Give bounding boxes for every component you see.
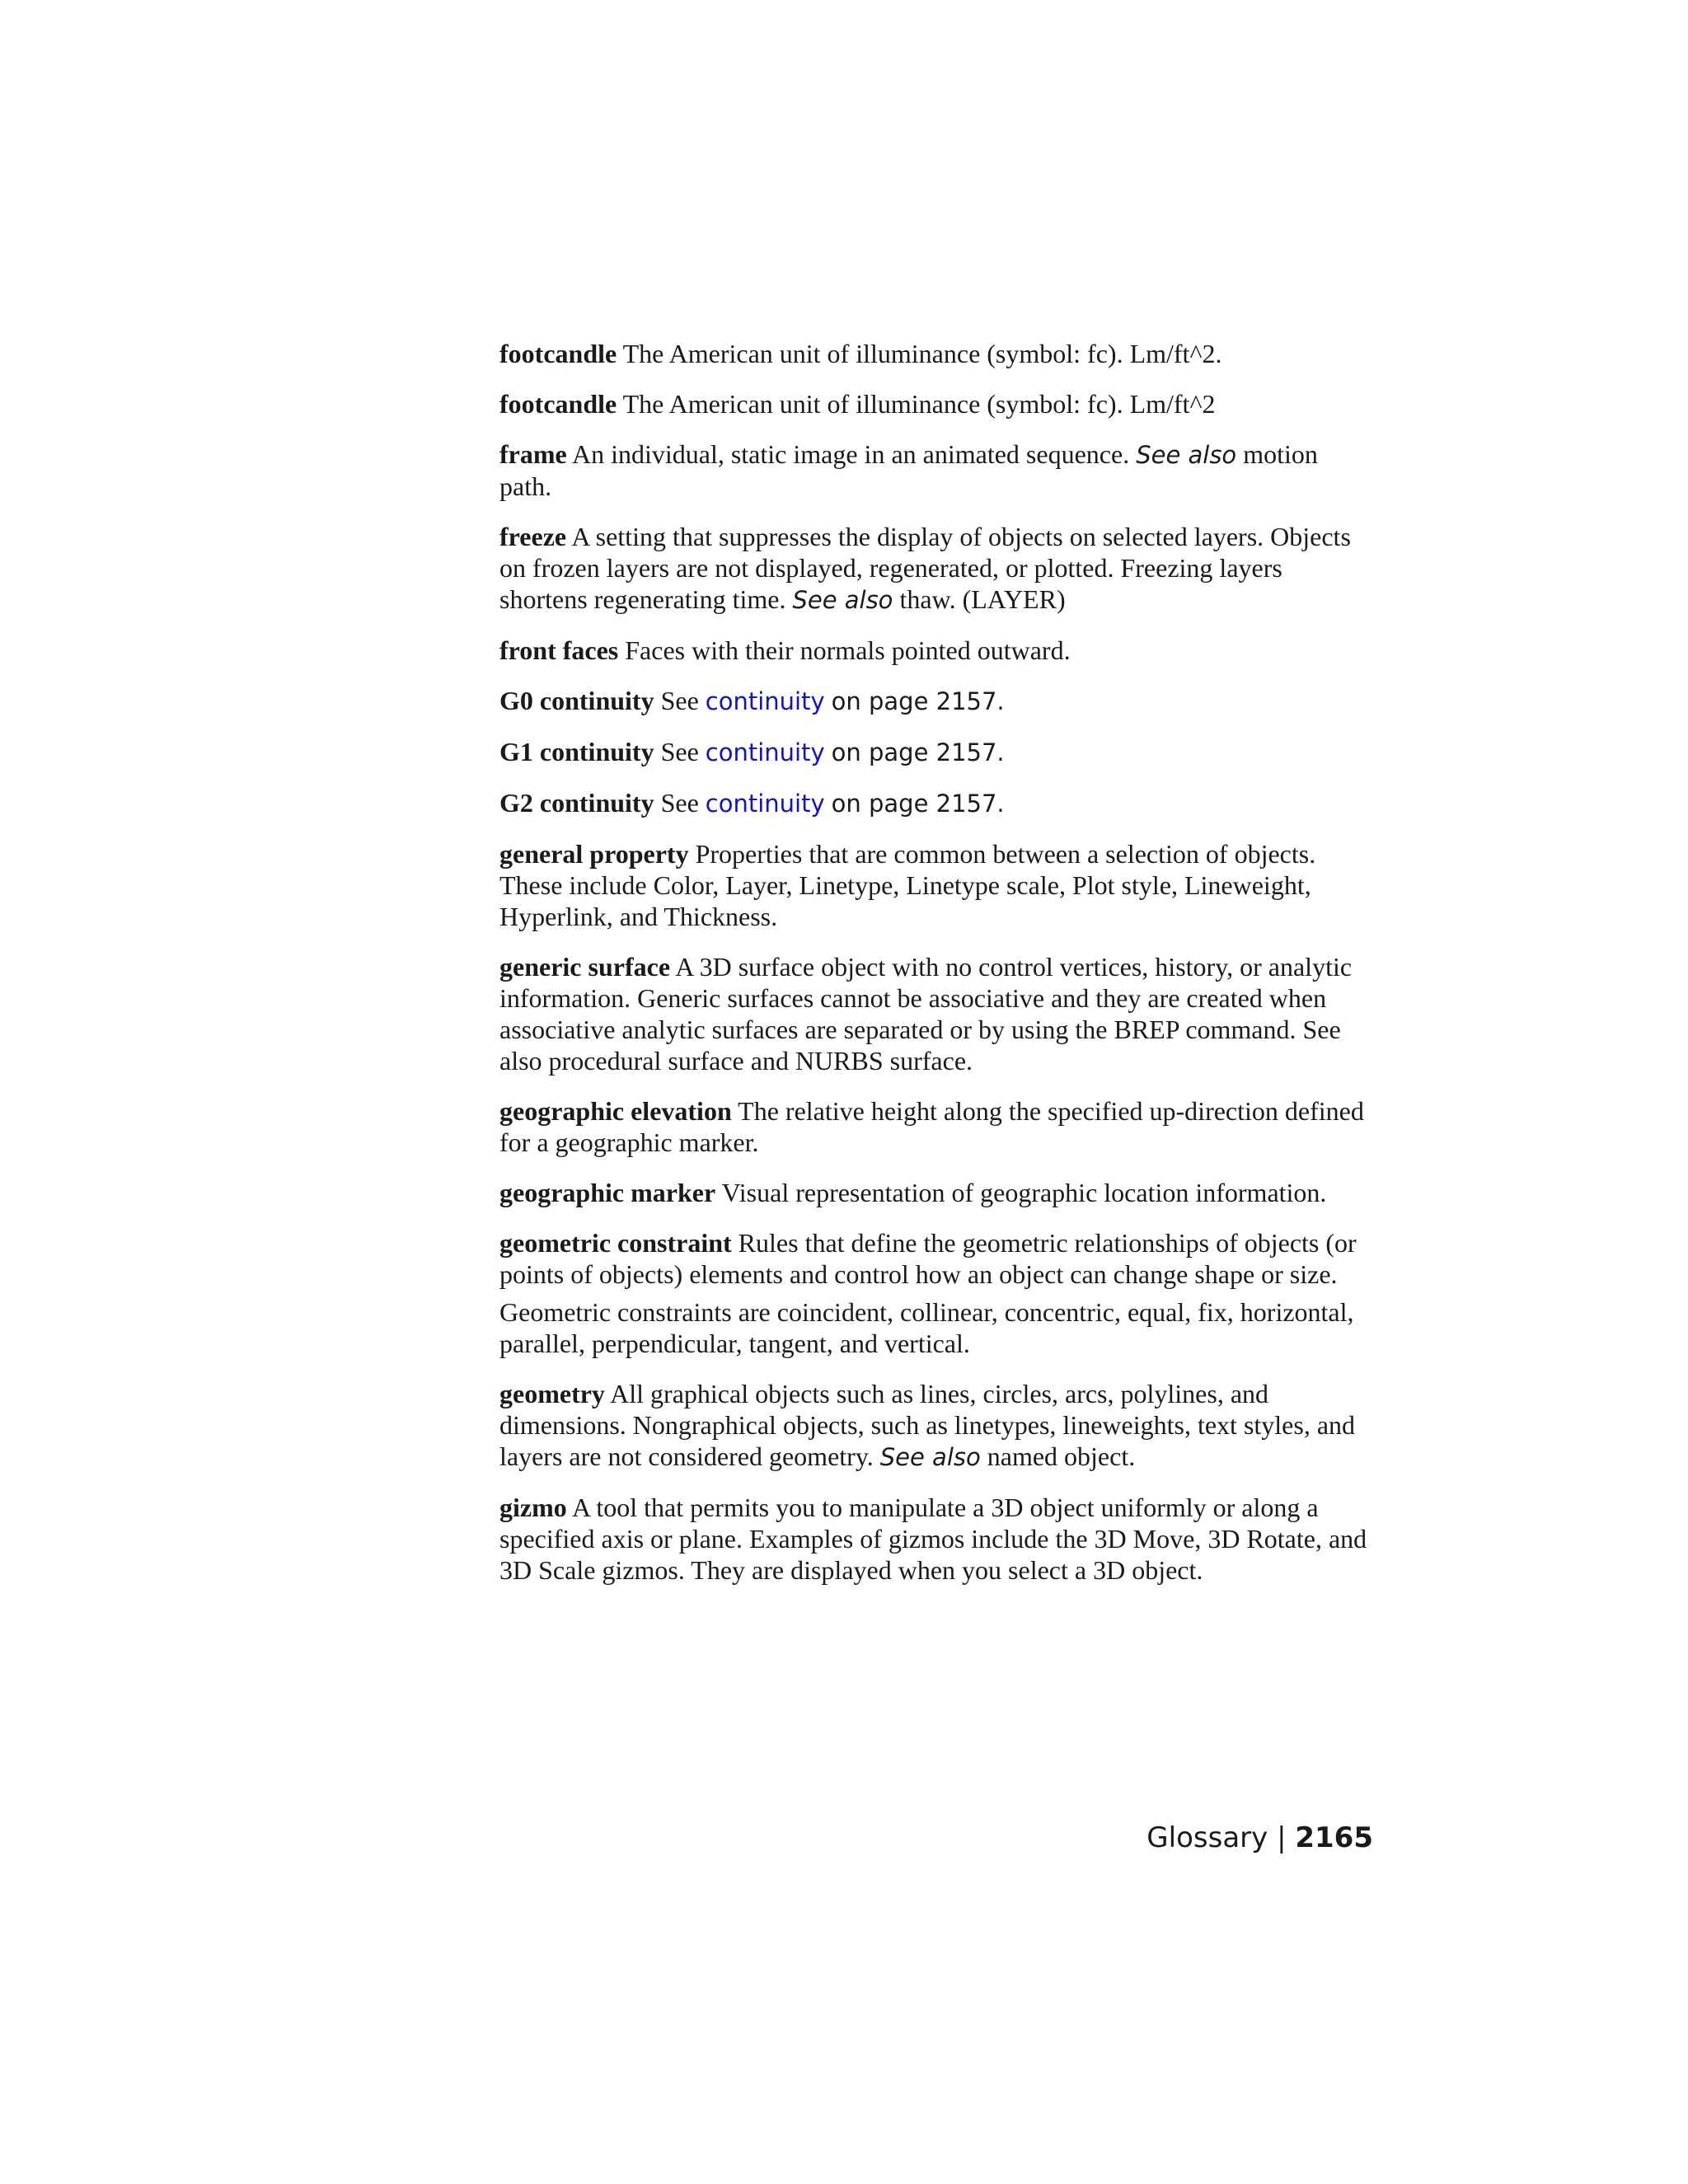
glossary-entry [499, 635, 1373, 666]
glossary-entry [499, 1095, 1373, 1158]
page-reference: on page 2157. [831, 790, 1005, 818]
glossary-entry [499, 787, 1373, 819]
glossary-entry [499, 1378, 1373, 1473]
entry-definition: A setting that suppresses the display of objects on selected layers. Objects on frozen layers are not displayed, regenerated, or plotted. Freezing layers shortens regenerating time. [499, 522, 1351, 614]
entry-term: frame [499, 439, 567, 469]
glossary-entry [499, 951, 1373, 1076]
entry-term: general property [499, 839, 689, 869]
entry-term: G1 continuity [499, 737, 654, 766]
entry-term: geographic marker [499, 1178, 716, 1207]
entry-term: generic surface [499, 952, 671, 982]
see-label: See [660, 737, 699, 766]
entry-definition: Properties that are common between a selection of objects. These include Color, Layer, Linetype, Linetype scale, Plot style, Lineweight, Hyperlink, and Thickness. [499, 839, 1316, 931]
entry-definition: Faces with their normals pointed outward. [625, 635, 1071, 665]
footer-section-title: Glossary [1146, 1821, 1268, 1854]
glossary-entry [499, 736, 1373, 768]
cross-reference-link[interactable]: continuity [705, 790, 825, 818]
see-also-label: See also [1136, 441, 1237, 469]
see-also-target: thaw. (LAYER) [899, 584, 1066, 614]
glossary-entry [499, 438, 1373, 502]
entry-term: geometry [499, 1379, 605, 1408]
entry-definition: Rules that define the geometric relationships of objects (or points of objects) elements and control how an object can change shape or size. [499, 1228, 1357, 1289]
entry-continuation: Geometric constraints are coincident, collinear, concentric, equal, fix, horizontal, parallel, perpendicular, tangent, and vertical. [499, 1297, 1354, 1358]
glossary-entries [499, 338, 1373, 1605]
entry-term: footcandle [499, 389, 617, 419]
glossary-entry [499, 338, 1373, 369]
entry-definition: A 3D surface object with no control vertices, history, or analytic information. Generic surfaces cannot be associative and they are created when associative analytic surfaces are separated or by using the BREP command. See also procedural surface and NURBS surface. [499, 952, 1353, 1076]
entry-term: footcandle [499, 339, 617, 368]
glossary-entry [499, 1492, 1373, 1586]
see-also-label: See also [792, 586, 893, 614]
page-reference: on page 2157. [831, 738, 1005, 766]
entry-definition: The relative height along the specified up-direction defined for a geographic marker. [499, 1096, 1364, 1157]
glossary-entry [499, 685, 1373, 717]
entry-term: front faces [499, 635, 619, 665]
page-footer [1146, 1821, 1373, 1854]
entry-term: freeze [499, 522, 567, 551]
see-also-target: named object. [987, 1441, 1136, 1471]
page-number: 2165 [1295, 1821, 1373, 1854]
see-also-label: See also [879, 1443, 981, 1471]
entry-definition: All graphical objects such as lines, circles, arcs, polylines, and dimensions. Nongraphical objects, such as linetypes, lineweights, text styles, and layers are not considered geometry. [499, 1379, 1356, 1471]
entry-definition: An individual, static image in an animated sequence. [571, 439, 1130, 469]
glossary-entry [499, 1227, 1373, 1290]
glossary-entry [499, 1177, 1373, 1208]
entry-definition: A tool that permits you to manipulate a 3D object uniformly or along a specified axis or plane. Examples of gizmos include the 3D Move, 3D Rotate, and 3D Scale gizmos. They are displayed when you select a 3D object. [499, 1493, 1367, 1585]
glossary-entry [499, 388, 1373, 419]
glossary-entry [499, 521, 1373, 616]
entry-definition: The American unit of illuminance (symbol: fc). Lm/ft^2. [622, 339, 1222, 368]
see-label: See [660, 788, 699, 818]
entry-term: G2 continuity [499, 788, 654, 818]
entry-term: geographic elevation [499, 1096, 732, 1126]
cross-reference-link[interactable]: continuity [705, 738, 825, 766]
page-reference: on page 2157. [831, 687, 1005, 715]
glossary-entry [499, 838, 1373, 932]
entry-definition: Visual representation of geographic location information. [721, 1178, 1327, 1207]
entry-term: G0 continuity [499, 686, 654, 715]
entry-term: geometric constraint [499, 1228, 732, 1258]
entry-term: gizmo [499, 1493, 567, 1522]
entry-definition: The American unit of illuminance (symbol: fc). Lm/ft^2 [622, 389, 1216, 419]
see-label: See [660, 686, 699, 715]
footer-separator: | [1277, 1821, 1287, 1854]
cross-reference-link[interactable]: continuity [705, 687, 825, 715]
see-also-target: motion path. [499, 439, 1318, 501]
